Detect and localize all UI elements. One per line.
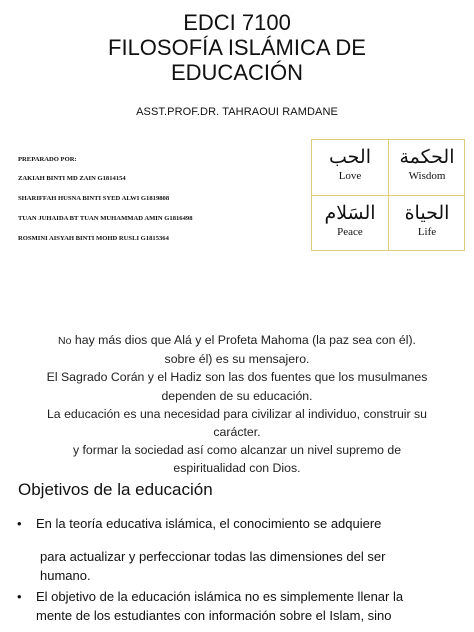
intro-no-word: No	[58, 335, 72, 347]
values-grid	[311, 139, 465, 251]
intro-line: carácter.	[213, 425, 261, 440]
bullet-line: humano.	[40, 568, 91, 583]
title-block	[0, 10, 474, 85]
arabic-word: الحكمة	[399, 146, 455, 168]
arabic-word: الحب	[329, 146, 371, 168]
value-cell-peace	[312, 196, 388, 251]
student-name: ROSMINI AISYAH BINTI MOHD RUSLI G1815364	[18, 235, 169, 242]
bullet-marker: •	[17, 589, 22, 604]
prepared-by-label: PREPARADO POR:	[18, 156, 77, 163]
course-code: EDCI 7100	[183, 10, 291, 35]
intro-line: y formar la sociedad así como alcanzar un nivel supremo de	[72, 443, 402, 458]
english-word: Life	[417, 226, 437, 238]
value-cell-love	[312, 140, 388, 195]
value-cell-life	[389, 196, 465, 251]
intro-line-text: hay más dios que Alá y el Profeta Mahoma (la paz sea con él).	[71, 333, 416, 347]
value-cell-wisdom	[389, 140, 465, 195]
intro-line: La educación es una necesidad para civilizar al individuo, construir su	[46, 406, 428, 421]
author-name: ASST.PROF.DR. TAHRAOUI RAMDANE	[136, 106, 338, 118]
course-title-line1: FILOSOFÍA ISLÁMICA DE	[108, 35, 366, 60]
student-name: SHARIFFAH HUSNA BINTI SYED ALWI G1819808	[18, 195, 170, 202]
english-word: Peace	[337, 226, 363, 238]
intro-line: espiritualidad con Dios.	[173, 461, 301, 476]
intro-line: sobre él) es su mensajero.	[164, 352, 310, 367]
english-word: Wisdom	[408, 170, 446, 182]
bullet-line: El objetivo de la educación islámica no es simplemente llenar la	[36, 589, 404, 604]
prepared-by-block	[18, 156, 193, 255]
bullet-marker: •	[17, 516, 22, 531]
intro-line: dependen de su educación.	[161, 388, 313, 403]
intro-paragraph	[14, 331, 460, 478]
english-word: Love	[338, 170, 362, 182]
bullet-line: para actualizar y perfeccionar todas las dimensiones del ser	[40, 549, 386, 564]
arabic-word: السَلام	[324, 202, 376, 224]
bullet-line: mente de los estudiantes con información sobre el Islam, sino	[36, 608, 392, 623]
bullet-line: En la teoría educativa islámica, el conocimiento se adquiere	[36, 516, 382, 531]
student-name: TUAN JUHAIDA BT TUAN MUHAMMAD AMIN G1816498	[18, 215, 193, 222]
intro-line	[14, 331, 460, 350]
section-heading: Objetivos de la educación	[18, 480, 213, 499]
arabic-word: الحياة	[404, 202, 450, 224]
course-title-line2: EDUCACIÓN	[170, 60, 303, 85]
intro-line: El Sagrado Corán y el Hadiz son las dos fuentes que los musulmanes	[46, 370, 428, 385]
student-name: ZAKIAH BINTI MD ZAIN G1814154	[18, 175, 126, 182]
